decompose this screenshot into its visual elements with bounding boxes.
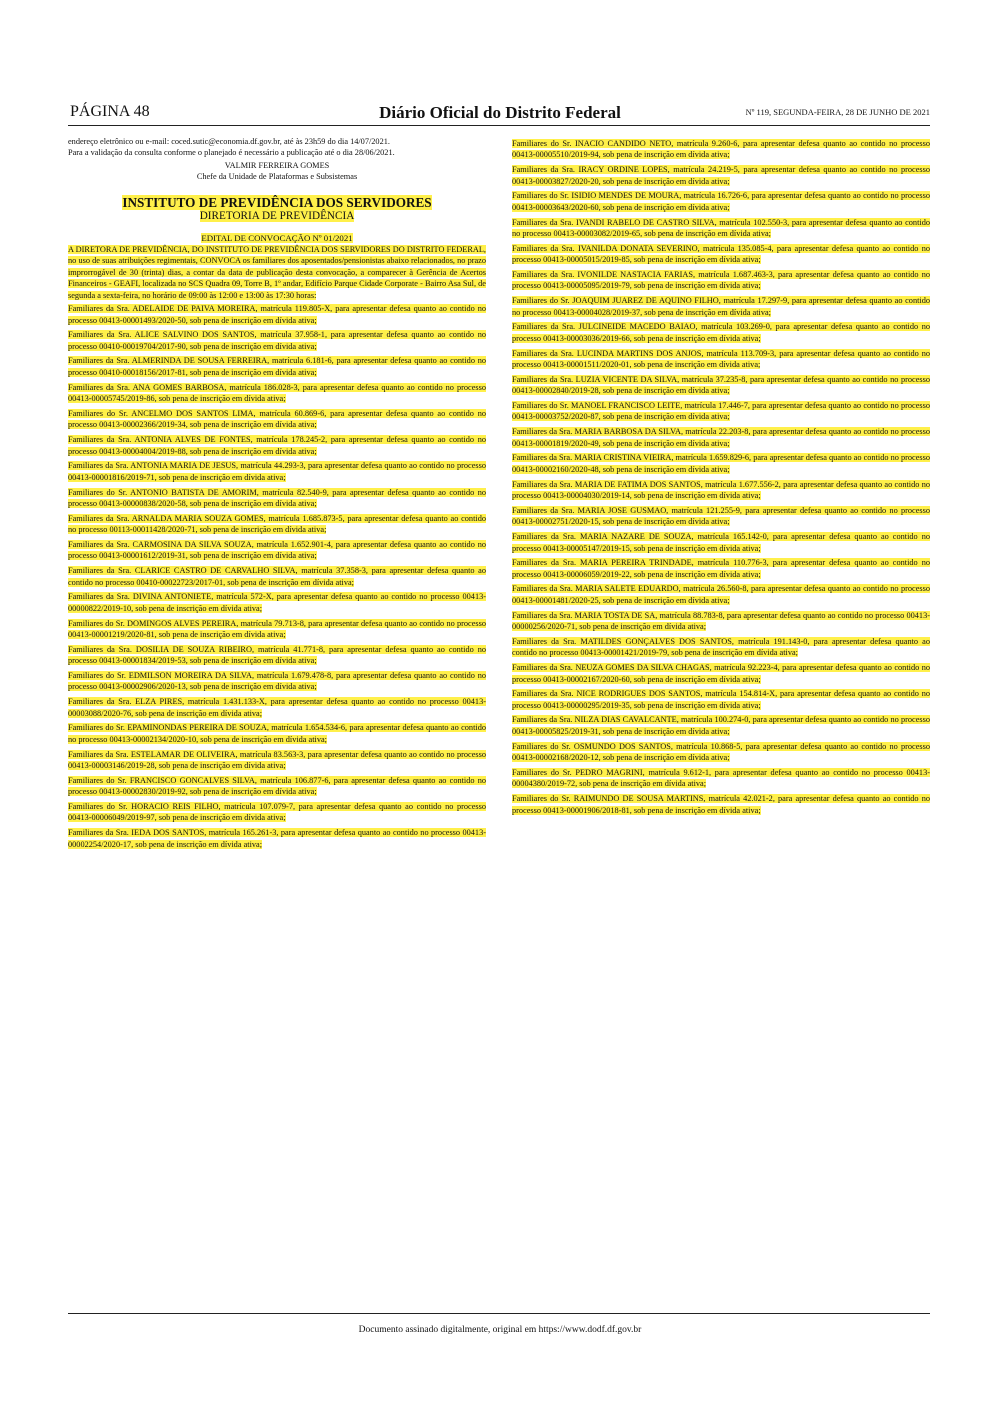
institute-title-text: INSTITUTO DE PREVIDÊNCIA DOS SERVIDORES bbox=[122, 194, 432, 210]
convocation-entry-text: Familiares da Sra. MARIA PEREIRA TRINDADE, matrícula 110.776-3, para apresentar defesa quanto ao contido no processo 00413-00006059/2019-22, sob pena de inscrição em dívida ativa; bbox=[512, 558, 930, 579]
convocation-entry-text: Familiares da Sra. MATILDES GONÇALVES DOS SANTOS, matrícula 191.143-0, para apresentar defesa quanto ao contido no processo 00413-00001421/2019-79, sob pena de inscrição em dívida ativa; bbox=[512, 636, 930, 658]
convocation-entry-text: Familiares da Sra. ALMERINDA DE SOUSA FERREIRA, matrícula 6.181-6, para apresentar defesa quanto ao contido no processo 00410-00018156/2017-81, sob pena de inscrição em dívida ativa; bbox=[68, 356, 486, 377]
convocation-entry-text: Familiares da Sra. NEUZA GOMES DA SILVA CHAGAS, matrícula 92.223-4, para apresentar defesa quanto ao contido no processo 00413-00002167/2020-60, sob pena de inscrição em dívida ativa; bbox=[512, 663, 930, 684]
convocation-entry-text: Familiares da Sra. MARIA SALETE EDUARDO, matrícula 26.560-8, para apresentar defesa quanto ao contido no processo 00413-00001481/2020-25, sob pena de inscrição em dívida ativa; bbox=[512, 584, 930, 605]
convocation-entry bbox=[512, 452, 930, 475]
convocation-entry-text: Familiares da Sra. LUCINDA MARTINS DOS ANJOS, matrícula 113.709-3, para apresentar defesa quanto ao contido no processo 00413-00001511/2020-01, sob pena de inscrição em dívida ativa; bbox=[512, 348, 930, 370]
convocation-entry-text: Familiares da Sra. ANA GOMES BARBOSA, matrícula 186.028-3, para apresentar defesa quanto ao contido no processo 00413-00005745/2019-86, sob pena de inscrição em dívida ativa; bbox=[68, 382, 486, 404]
convocation-entry-text: Familiares da Sra. DOSILIA DE SOUZA RIBEIRO, matrícula 41.771-8, para apresentar defesa quanto ao contido no processo 00413-00001834/2019-53, sob pena de inscrição em dívida ativa; bbox=[68, 644, 486, 666]
header-rule bbox=[68, 125, 930, 126]
convocation-entry bbox=[512, 741, 930, 764]
convocation-entry-text: Familiares do Sr. DOMINGOS ALVES PEREIRA, matrícula 79.713-8, para apresentar defesa quanto ao contido no processo 00413-00001219/2020-81, sob pena de inscrição em dívida ativa; bbox=[68, 618, 486, 639]
convocation-entry-text: Familiares do Sr. MANOEL FRANCISCO LEITE, matrícula 17.446-7, para apresentar defesa quanto ao contido no processo 00413-00003752/2020-87, sob pena de inscrição em dívida ativa; bbox=[512, 401, 930, 422]
convocation-entry bbox=[512, 505, 930, 528]
convocation-entry-text: Familiares da Sra. JULCINEIDE MACEDO BAIAO, matrícula 103.269-0, para apresentar defesa quanto ao contido no processo 00413-00003036/2019-66, sob pena de inscrição em dívida ativa; bbox=[512, 322, 930, 343]
convocation-entry bbox=[68, 487, 486, 510]
convocation-entry bbox=[512, 531, 930, 554]
convocation-entry bbox=[512, 583, 930, 606]
convocation-entry-text: Familiares do Sr. RAIMUNDO DE SOUSA MARTINS, matrícula 42.021-2, para apresentar defesa quanto ao contido no processo 00413-00001906/2018-81, sob pena de inscrição em dívida ativa; bbox=[512, 794, 930, 815]
convocation-entry bbox=[68, 539, 486, 562]
edital-title bbox=[68, 233, 486, 244]
convocation-entry-text: Familiares da Sra. ALICE SALVINO DOS SANTOS, matrícula 37.958-1, para apresentar defesa quanto ao contido no processo 00410-00019704/2017-90, sob pena de inscrição em dívida ativa; bbox=[68, 330, 486, 351]
convocation-entry bbox=[68, 434, 486, 457]
convocation-entry bbox=[512, 400, 930, 423]
convocation-entry bbox=[68, 722, 486, 745]
convocation-entry-text: Familiares da Sra. IVONILDE NASTACIA FARIAS, matrícula 1.687.463-3, para apresentar defesa quanto ao contido no processo 00413-00005095/2019-79, sob pena de inscrição em dívida ativa; bbox=[512, 270, 930, 291]
institute-subtitle bbox=[68, 210, 486, 223]
convocation-entry bbox=[512, 295, 930, 318]
convocation-entry bbox=[512, 636, 930, 659]
convocation-entry-text: Familiares da Sra. ANTONIA ALVES DE FONTES, matrícula 178.245-2, para apresentar defesa quanto ao contido no processo 00413-00004004/2019-88, sob pena de inscrição em dívida ativa; bbox=[68, 435, 486, 456]
edital-title-text: EDITAL DE CONVOCAÇÃO Nº 01/2021 bbox=[201, 232, 353, 243]
convocation-entry-text: Familiares da Sra. IEDA DOS SANTOS, matrícula 165.261-3, para apresentar defesa quanto ao contido no processo 00413-00002254/2020-17, sob pena de inscrição em dívida ativa; bbox=[68, 828, 486, 849]
convocation-entry-text: Familiares da Sra. ELZA PIRES, matrícula 1.431.133-X, para apresentar defesa quanto ao contido no processo 00413-00003088/2020-76, sob pena de inscrição em dívida ativa; bbox=[68, 697, 486, 718]
convocation-entry bbox=[512, 190, 930, 213]
convocation-entry-text: Familiares da Sra. ADELAIDE DE PAIVA MOREIRA, matrícula 119.805-X, para apresentar defesa quanto ao contido no processo 00413-00001493/2020-50, sob pena de inscrição em dívida ativa; bbox=[68, 304, 486, 325]
convocation-entry bbox=[512, 479, 930, 502]
convocation-entry bbox=[512, 610, 930, 633]
convocation-entry bbox=[68, 513, 486, 536]
convocation-entry bbox=[68, 303, 486, 326]
right-entry-list bbox=[512, 138, 930, 816]
convocation-entry bbox=[512, 714, 930, 737]
convocation-entry-text: Familiares do Sr. ANTONIO BATISTA DE AMORIM, matrícula 82.540-9, para apresentar defesa quanto ao contido no processo 00413-00000838/2020-58, sob pena de inscrição em dívida ativa; bbox=[68, 487, 486, 508]
convocation-entry-text: Familiares da Sra. DIVINA ANTONIETE, matrícula 572-X, para apresentar defesa quanto ao contido no processo 00413-00000822/2019-10, sob pena de inscrição em dívida ativa; bbox=[68, 592, 486, 613]
convocation-entry bbox=[512, 426, 930, 449]
left-column bbox=[68, 136, 486, 853]
convocation-entry bbox=[512, 321, 930, 344]
convocation-entry-text: Familiares do Sr. PEDRO MAGRINI, matrícula 9.612-1, para apresentar defesa quanto ao contido no processo 00413-00004380/2019-72, sob pena de inscrição em dívida ativa; bbox=[512, 767, 930, 789]
edital-intro-text: A DIRETORA DE PREVIDÊNCIA, DO INSTITUTO DE PREVIDÊNCIA DOS SERVIDORES DO DISTRITO FEDERAL, no uso de suas atribuições regimentais, CONVOCA os familiares dos aposentados/pensionistas abaixo relacionados, no prazo improrrogável de 30 (trinta) dias, a contar da data de publicação desta convocação, a comparecer à Gerência de Acertos Financeiros - GEAFI, localizada no SCS Quadra 09, Torre B, 1º andar, Edifício Parque Cidade Corporate - Bairro Asa Sul, de segunda a sexta-feira, no horário de 09:00 às 12:00 e 13:00 às 17:30 horas: bbox=[68, 244, 486, 300]
signer-name: VALMIR FERREIRA GOMES bbox=[224, 160, 330, 170]
convocation-entry-text: Familiares da Sra. MARIA TOSTA DE SA, matrícula 88.783-8, para apresentar defesa quanto ao contido no processo 00413-00000256/2020-71, sob pena de inscrição em dívida ativa; bbox=[512, 610, 930, 632]
convocation-entry-text: Familiares da Sra. MARIA NAZARE DE SOUZA, matrícula 165.142-0, para apresentar defesa quanto ao contido no processo 00413-00005147/2019-15, sob pena de inscrição em dívida ativa; bbox=[512, 532, 930, 553]
convocation-entry-text: Familiares da Sra. MARIA CRISTINA VIEIRA, matrícula 1.659.829-6, para apresentar defesa quanto ao contido no processo 00413-00002160/2020-48, sob pena de inscrição em dívida ativa; bbox=[512, 453, 930, 474]
convocation-entry bbox=[68, 355, 486, 378]
convocation-entry bbox=[68, 644, 486, 667]
convocation-entry bbox=[68, 749, 486, 772]
convocation-entry-text: Familiares da Sra. IRACY ORDINE LOPES, matrícula 24.219-5, para apresentar defesa quanto ao contido no processo 00413-00003827/2020-20, sob pena de inscrição em dívida ativa; bbox=[512, 165, 930, 186]
convocation-entry bbox=[512, 269, 930, 292]
convocation-entry bbox=[512, 767, 930, 790]
left-entry-list bbox=[68, 303, 486, 850]
page-number: PÁGINA 48 bbox=[70, 103, 150, 120]
convocation-entry-text: Familiares da Sra. CLARICE CASTRO DE CARVALHO SILVA, matrícula 37.358-3, para apresentar defesa quanto ao contido no processo 00410-00022723/2017-01, sob pena de inscrição em dívida ativa; bbox=[68, 566, 486, 587]
convocation-entry bbox=[512, 793, 930, 816]
convocation-entry-text: Familiares da Sra. MARIA JOSE GUSMAO, matrícula 121.255-9, para apresentar defesa quanto ao contido no processo 00413-00002751/2020-15, sob pena de inscrição em dívida ativa; bbox=[512, 505, 930, 527]
convocation-entry-text: Familiares do Sr. EPAMINONDAS PEREIRA DE SOUZA, matrícula 1.654.534-6, para apresentar defesa quanto ao contido no processo 00413-00002134/2020-10, sob pena de inscrição em dívida ativa; bbox=[68, 723, 486, 744]
convocation-entry bbox=[512, 217, 930, 240]
institute-subtitle-text: DIRETORIA DE PREVIDÊNCIA bbox=[199, 209, 355, 222]
convocation-entry bbox=[512, 138, 930, 161]
convocation-entry bbox=[68, 827, 486, 850]
convocation-entry bbox=[68, 591, 486, 614]
convocation-entry bbox=[68, 775, 486, 798]
convocation-entry-text: Familiares do Sr. EDMILSON MOREIRA DA SILVA, matrícula 1.679.478-8, para apresentar defesa quanto ao contido no processo 00413-00002906/2020-13, sob pena de inscrição em dívida ativa; bbox=[68, 670, 486, 692]
convocation-entry-text: Familiares da Sra. LUZIA VICENTE DA SILVA, matrícula 37.235-8, para apresentar defesa quanto ao contido no processo 00413-00002840/2019-28, sob pena de inscrição em dívida ativa; bbox=[512, 374, 930, 396]
convocation-entry bbox=[68, 801, 486, 824]
convocation-entry-text: Familiares da Sra. ARNALDA MARIA SOUZA GOMES, matrícula 1.685.873-5, para apresentar defesa quanto ao contido no processo 00113-00011428/2020-71, sob pena de inscrição em dívida ativa; bbox=[68, 513, 486, 535]
convocation-entry-text: Familiares da Sra. NICE RODRIGUES DOS SANTOS, matrícula 154.814-X, para apresentar defesa quanto ao contido no processo 00413-00000295/2019-35, sob pena de inscrição em dívida ativa; bbox=[512, 689, 930, 710]
convocation-entry-text: Familiares da Sra. NILZA DIAS CAVALCANTE, matrícula 100.274-0, para apresentar defesa quanto ao contido no processo 00413-00005825/2019-31, sob pena de inscrição em dívida ativa; bbox=[512, 715, 930, 736]
top-paragraph-2: Para a validação da consulta conforme o planejado é necessário a publicação até o dia 28/06/2021. bbox=[68, 148, 395, 158]
convocation-entry-text: Familiares do Sr. ISIDIO MENDES DE MOURA, matrícula 16.726-6, para apresentar defesa quanto ao contido no processo 00413-00003643/2020-60, sob pena de inscrição em dívida ativa; bbox=[512, 191, 930, 212]
convocation-entry-text: Familiares da Sra. CARMOSINA DA SILVA SOUZA, matrícula 1.652.901-4, para apresentar defesa quanto ao contido no processo 00413-00001612/2019-31, sob pena de inscrição em dívida ativa; bbox=[68, 539, 486, 561]
convocation-entry-text: Familiares da Sra. IVANDI RABELO DE CASTRO SILVA, matrícula 102.550-3, para apresentar defesa quanto ao contido no processo 00413-00003082/2019-65, sob pena de inscrição em dívida ativa; bbox=[512, 217, 930, 239]
convocation-entry bbox=[512, 164, 930, 187]
newspaper-title: Diário Oficial do Distrito Federal bbox=[379, 103, 621, 122]
convocation-entry bbox=[68, 565, 486, 588]
edital-intro bbox=[68, 244, 486, 301]
edition-info: Nº 119, SEGUNDA-FEIRA, 28 DE JUNHO DE 2021 bbox=[745, 107, 930, 117]
convocation-entry-text: Familiares do Sr. ANCELMO DOS SANTOS LIMA, matrícula 60.869-6, para apresentar defesa quanto ao contido no processo 00413-00002366/2019-34, sob pena de inscrição em dívida ativa; bbox=[68, 408, 486, 430]
signer-role: Chefe da Unidade de Plataformas e Subsistemas bbox=[196, 172, 358, 182]
page-header bbox=[70, 103, 930, 125]
convocation-entry bbox=[68, 460, 486, 483]
institute-title bbox=[68, 195, 486, 210]
convocation-entry-text: Familiares da Sra. ESTELAMAR DE OLIVEIRA, matrícula 83.563-3, para apresentar defesa quanto ao contido no processo 00413-00003146/2019-28, sob pena de inscrição em dívida ativa; bbox=[68, 749, 486, 770]
convocation-entry-text: Familiares do Sr. JOAQUIM JUAREZ DE AQUINO FILHO, matrícula 17.297-9, para apresentar defesa quanto ao contido no processo 00413-00004028/2019-37, sob pena de inscrição em dívida ativa; bbox=[512, 296, 930, 317]
right-column bbox=[512, 138, 930, 819]
convocation-entry bbox=[68, 618, 486, 641]
convocation-entry bbox=[512, 374, 930, 397]
footer-rule bbox=[68, 1313, 930, 1314]
convocation-entry bbox=[512, 662, 930, 685]
convocation-entry-text: Familiares da Sra. MARIA BARBOSA DA SILVA, matrícula 22.203-8, para apresentar defesa quanto ao contido no processo 00413-00001819/2020-49, sob pena de inscrição em dívida ativa; bbox=[512, 427, 930, 448]
convocation-entry bbox=[68, 329, 486, 352]
top-paragraph-1: endereço eletrônico ou e-mail: coced.sutic@economia.df.gov.br, até às 23h59 do dia 14/07/2021. bbox=[68, 137, 390, 146]
convocation-entry bbox=[512, 348, 930, 371]
convocation-entry-text: Familiares do Sr. INACIO CANDIDO NETO, matrícula 9.260-6, para apresentar defesa quanto ao contido no processo 00413-00005510/2019-94, sob pena de inscrição em dívida ativa; bbox=[512, 139, 930, 160]
footer-note: Documento assinado digitalmente, original em https://www.dodf.df.gov.br bbox=[358, 1325, 642, 1335]
convocation-entry bbox=[68, 382, 486, 405]
convocation-entry-text: Familiares do Sr. OSMUNDO DOS SANTOS, matrícula 10.868-5, para apresentar defesa quanto ao contido no processo 00413-00002168/2020-12, sob pena de inscrição em dívida ativa; bbox=[512, 741, 930, 763]
convocation-entry-text: Familiares da Sra. ANTONIA MARIA DE JESUS, matrícula 44.293-3, para apresentar defesa quanto ao contido no processo 00413-00001816/2019-71, sob pena de inscrição em dívida ativa; bbox=[68, 461, 486, 482]
convocation-entry-text: Familiares do Sr. FRANCISCO GONCALVES SILVA, matrícula 106.877-6, para apresentar defesa quanto ao contido no processo 00413-00002830/2019-92, sob pena de inscrição em dívida ativa; bbox=[68, 775, 486, 797]
convocation-entry-text: Familiares do Sr. HORACIO REIS FILHO, matrícula 107.079-7, para apresentar defesa quanto ao contido no processo 00413-00006049/2019-97, sob pena de inscrição em dívida ativa; bbox=[68, 801, 486, 823]
convocation-entry-text: Familiares da Sra. MARIA DE FATIMA DOS SANTOS, matrícula 1.677.556-2, para apresentar defesa quanto ao contido no processo 00413-00004030/2019-14, sob pena de inscrição em dívida ativa; bbox=[512, 479, 930, 501]
convocation-entry bbox=[512, 557, 930, 580]
convocation-entry bbox=[68, 408, 486, 431]
convocation-entry-text: Familiares da Sra. IVANILDA DONATA SEVERINO, matrícula 135.085-4, para apresentar defesa quanto ao contido no processo 00413-00005015/2019-85, sob pena de inscrição em dívida ativa; bbox=[512, 243, 930, 265]
convocation-entry bbox=[512, 688, 930, 711]
convocation-entry bbox=[512, 243, 930, 266]
convocation-entry bbox=[68, 696, 486, 719]
convocation-entry bbox=[68, 670, 486, 693]
